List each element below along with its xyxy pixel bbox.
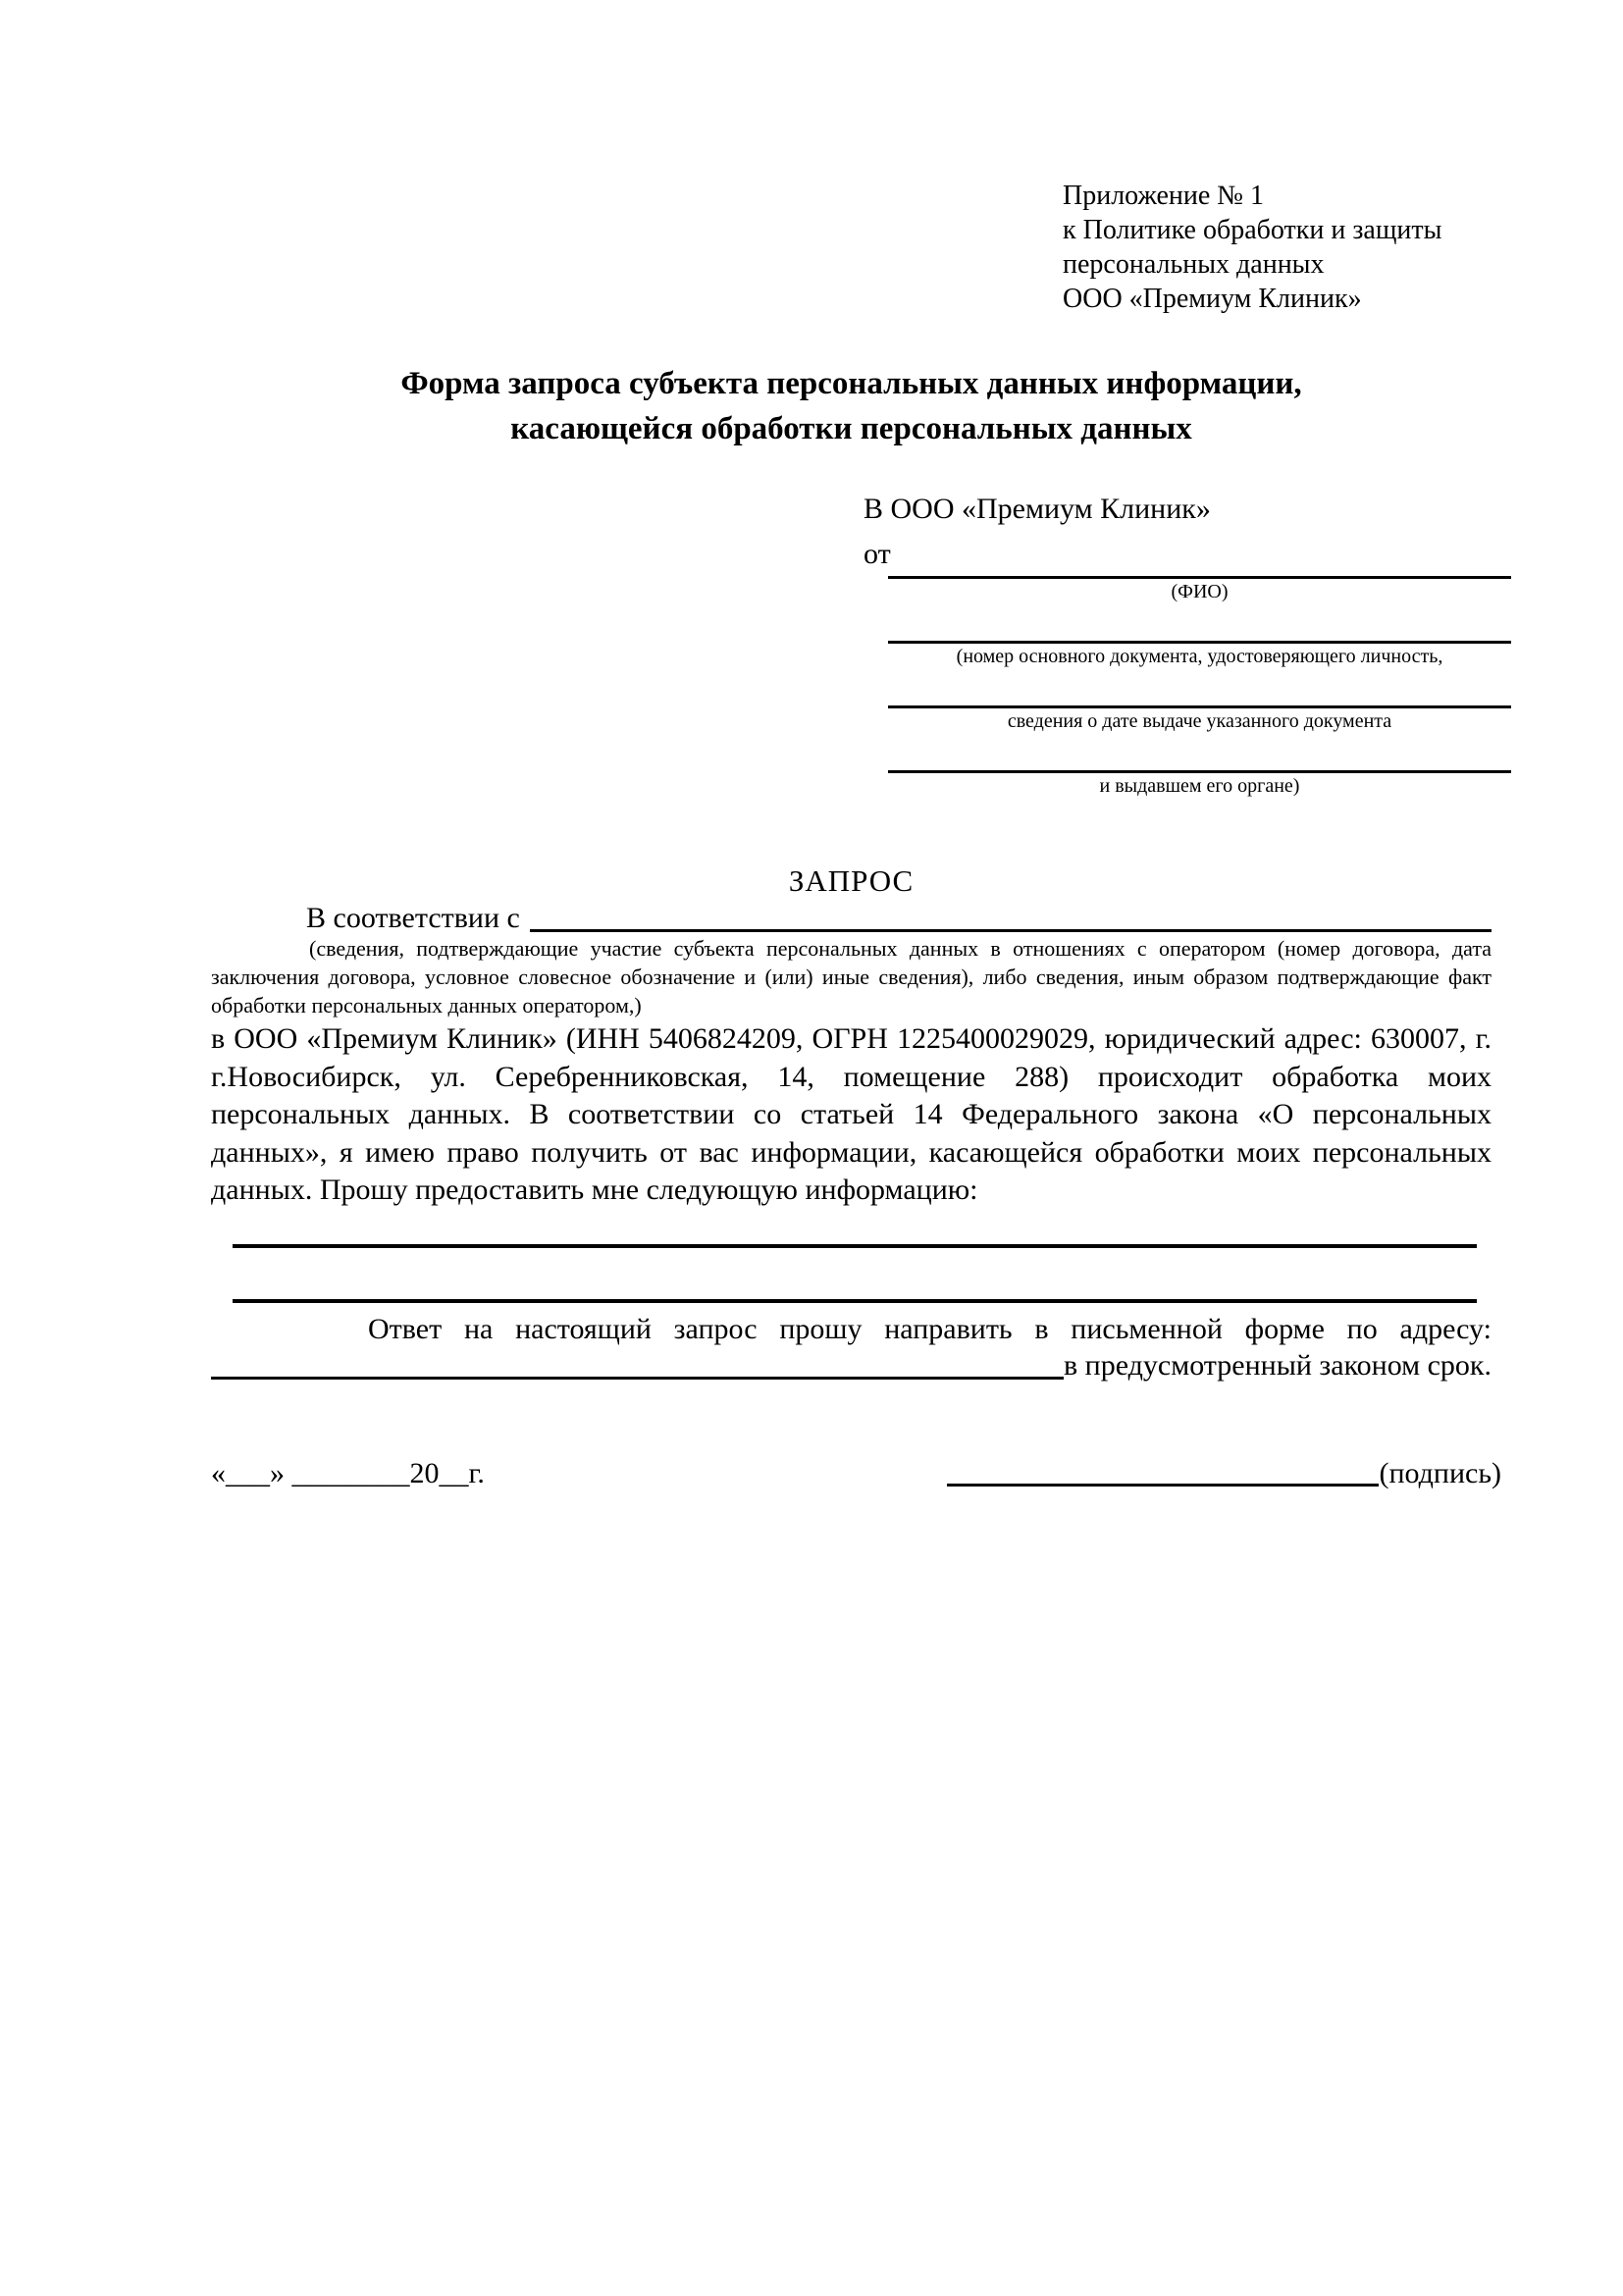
intro-text: В соответствии с xyxy=(306,902,520,934)
addressee-from: от xyxy=(864,538,891,570)
appendix-line-2: к Политике обработки и защиты xyxy=(1063,215,1442,245)
field-line-fio xyxy=(888,541,1511,579)
reply-address-row xyxy=(211,1348,1492,1383)
appendix-line-1: Приложение № 1 xyxy=(1063,181,1264,211)
body-paragraph: в ООО «Премиум Клиник» (ИНН 5406824209, ОГРН 1225400029029, юридический адрес: 630007, г. г.Новосибирск, ул. Серебренниковская, 14, помещение 288) происходит обработка моих персональных данных. В соответствии со статьей 14 Федерального закона «О персональных данных», я имею право получить от вас информации, касающейся обработки моих персональных данных. Прошу предоставить мне следующую информацию: xyxy=(211,1022,1492,1206)
note-paragraph: (сведения, подтверждающие участие субъекта персональных данных в отношениях с оператором (номер договора, дата заключения договора, условное словесное обозначение и (или) иные сведения), либо сведения, иным образом подтверждающие факт обработки персональных данных оператором,) xyxy=(211,936,1492,1018)
appendix-line-4: ООО «Премиум Клиник» xyxy=(1063,284,1362,314)
addressee-to: В ООО «Премиум Клиник» xyxy=(864,493,1211,525)
signature-caption: (подпись) xyxy=(1379,1457,1501,1489)
request-heading: ЗАПРОС xyxy=(788,863,915,898)
appendix-line-3: персональных данных xyxy=(1063,249,1325,280)
reply-paragraph: Ответ на настоящий запрос прошу направить в письменной форме по адресу: xyxy=(368,1313,1492,1345)
document-title xyxy=(211,361,1492,451)
intro-fill-line xyxy=(530,928,1492,932)
date-field: «___» ________20__г. xyxy=(211,1457,485,1489)
field-caption-fio: (ФИО) xyxy=(1171,581,1229,602)
field-line-issue-date xyxy=(888,670,1511,708)
applicant-fields xyxy=(888,541,1511,800)
reply-address-fill-line xyxy=(211,1376,1064,1380)
appendix-block xyxy=(1063,179,1441,316)
field-line-document-number xyxy=(888,605,1511,644)
document-title-line-2: касающейся обработки персональных данных xyxy=(510,411,1192,446)
field-caption-document-number: (номер основного документа, удостоверяющего личность, xyxy=(956,646,1443,667)
blank-fill-line-2 xyxy=(233,1272,1477,1303)
field-caption-issuing-authority: и выдавшем его органе) xyxy=(1099,775,1300,797)
blank-fill-line-1 xyxy=(233,1217,1477,1248)
footer-row xyxy=(211,1456,1501,1491)
field-line-issuing-authority xyxy=(888,735,1511,773)
document-title-line-1: Форма запроса субъекта персональных данных информации, xyxy=(400,366,1302,401)
reply-tail-text: в предусмотренный законом срок. xyxy=(1064,1349,1492,1382)
intro-row xyxy=(211,901,1492,936)
field-caption-issue-date: сведения о дате выдаче указанного документа xyxy=(1007,710,1392,732)
signature-line xyxy=(947,1484,1379,1487)
